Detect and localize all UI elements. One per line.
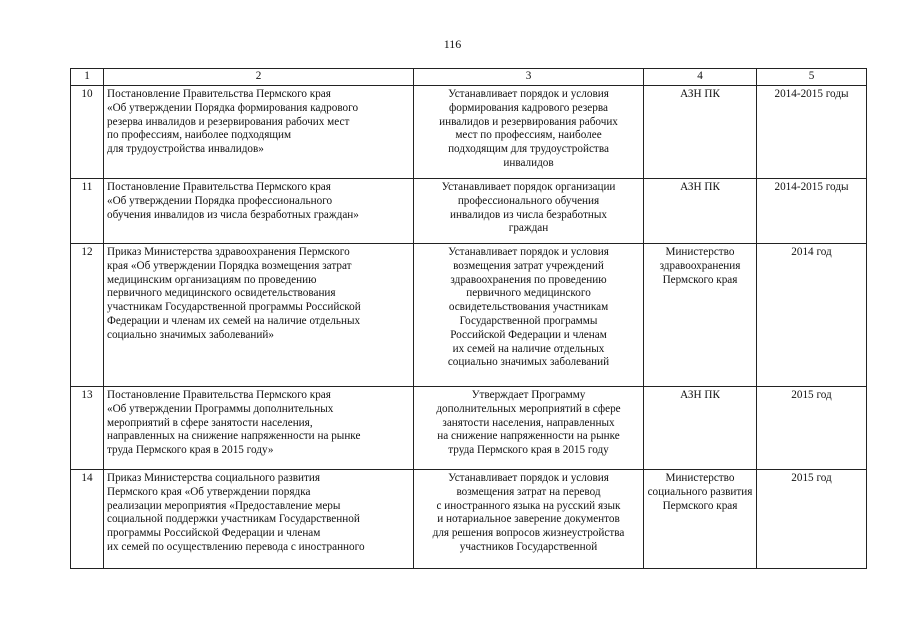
row-number: 12 xyxy=(71,244,104,387)
page-number: 116 xyxy=(443,37,462,51)
header-cell-5: 5 xyxy=(757,69,867,86)
act-term: 2014-2015 годы xyxy=(757,179,867,244)
table-row xyxy=(71,244,867,387)
legal-acts-table xyxy=(70,68,867,569)
act-executor: АЗН ПК xyxy=(644,86,757,179)
row-number: 11 xyxy=(71,179,104,244)
header-cell-3: 3 xyxy=(414,69,644,86)
act-description: Устанавливает порядок и условия возмещения затрат учреждений здравоохранения по проведению первичного медицинского освидетельствования участникам Государственной программы Российской Федерации и членам их семей на наличие отдельных социально значимых заболеваний xyxy=(414,244,644,387)
table-row xyxy=(71,387,867,470)
act-executor: Министерство социального развития Пермского края xyxy=(644,470,757,569)
row-number: 14 xyxy=(71,470,104,569)
act-name: Приказ Министерства здравоохранения Пермского края «Об утверждении Порядка возмещения затрат медицинским организациям по проведению первичного медицинского освидетельствования участникам Государственной программы Российской Федерации и членам их семей на наличие отдельных социально значимых заболеваний» xyxy=(104,244,414,387)
act-name: Приказ Министерства социального развития Пермского края «Об утверждении порядка реализации мероприятия «Предоставление меры социальной поддержки участникам Государственной программы Российской Федерации и членам их семей по осуществлению перевода с иностранного xyxy=(104,470,414,569)
header-cell-1: 1 xyxy=(71,69,104,86)
act-term: 2014 год xyxy=(757,244,867,387)
table-row xyxy=(71,179,867,244)
act-term: 2015 год xyxy=(757,387,867,470)
act-name: Постановление Правительства Пермского края «Об утверждении Порядка формирования кадрового резерва инвалидов и резервирования рабочих мест по профессиям, наиболее подходящим для трудоустройства инвалидов» xyxy=(104,86,414,179)
act-name: Постановление Правительства Пермского края «Об утверждении Порядка профессионального обучения инвалидов из числа безработных граждан» xyxy=(104,179,414,244)
table-header-row xyxy=(71,69,867,86)
act-executor: Министерство здравоохранения Пермского края xyxy=(644,244,757,387)
act-name: Постановление Правительства Пермского края «Об утверждении Программы дополнительных мероприятий в сфере занятости населения, направленных на снижение напряженности на рынке труда Пермского края в 2015 году» xyxy=(104,387,414,470)
act-description: Устанавливает порядок организации профессионального обучения инвалидов из числа безработных граждан xyxy=(414,179,644,244)
table-row xyxy=(71,86,867,179)
act-term: 2015 год xyxy=(757,470,867,569)
header-cell-2: 2 xyxy=(104,69,414,86)
act-description: Устанавливает порядок и условия формирования кадрового резерва инвалидов и резервирования рабочих мест по профессиям, наиболее подходящим для трудоустройства инвалидов xyxy=(414,86,644,179)
act-term: 2014-2015 годы xyxy=(757,86,867,179)
row-number: 10 xyxy=(71,86,104,179)
act-description: Устанавливает порядок и условия возмещения затрат на перевод с иностранного языка на русский язык и нотариальное заверение документов для решения вопросов жизнеустройства участников Государственной xyxy=(414,470,644,569)
table-row xyxy=(71,470,867,569)
act-description: Утверждает Программу дополнительных мероприятий в сфере занятости населения, направленных на снижение напряженности на рынке труда Пермского края в 2015 году xyxy=(414,387,644,470)
header-cell-4: 4 xyxy=(644,69,757,86)
act-executor: АЗН ПК xyxy=(644,387,757,470)
row-number: 13 xyxy=(71,387,104,470)
act-executor: АЗН ПК xyxy=(644,179,757,244)
